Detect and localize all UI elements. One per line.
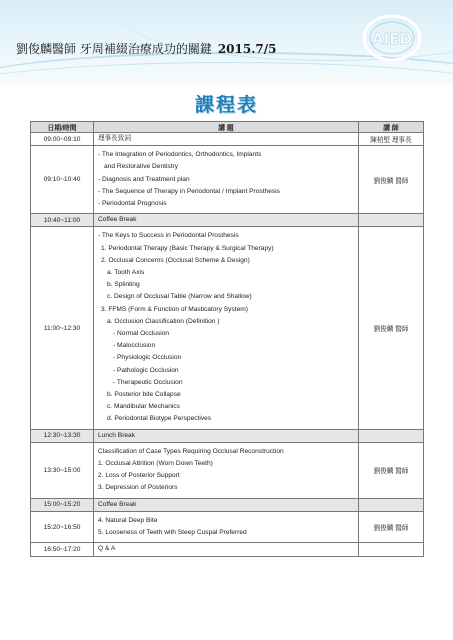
topic-line: - Pathologic Occlusion	[113, 366, 179, 374]
topic-line: - The Integration of Periodontics, Orthodontics, Implants	[98, 151, 262, 159]
topic-line: 1. Periodontal Therapy (Basic Therapy & Surgical Therapy)	[101, 244, 274, 252]
table-row	[31, 227, 424, 429]
logo-text: AIED	[372, 30, 412, 48]
topic-cell	[94, 227, 359, 429]
topic-line: a. Occlusion Classification (Definition )	[107, 317, 220, 325]
topic-line: c. Mandibular Mechanics	[107, 403, 180, 411]
speaker-cell: 劉俊麟 醫師	[359, 227, 424, 429]
table-row	[31, 146, 424, 214]
topic-line: d. Periodontal Biotype Perspectives	[107, 415, 212, 423]
course-title	[16, 40, 277, 57]
table-row	[31, 442, 424, 498]
topic-cell	[94, 511, 359, 542]
break-row	[31, 214, 424, 227]
topic-line: b. Posterior bite Collapse	[107, 391, 181, 399]
topic-line: - The Keys to Success in Periodontal Prosthesis	[98, 232, 239, 240]
time-cell: 09:00~09:10	[31, 133, 94, 146]
topic-line: - The Sequence of Therapy in Periodontal / Implant Prosthesis	[98, 187, 280, 195]
table-row	[31, 133, 424, 146]
course-title-text: 劉俊麟醫師 牙周補綴治療成功的關鍵	[16, 42, 212, 56]
topic-cell	[94, 498, 359, 511]
topic-line: 理事長致詞	[98, 135, 131, 142]
speaker-cell	[359, 429, 424, 442]
topic-line: - Normal Occlusion	[113, 330, 170, 338]
topic-line: - Therapeutic Occlusion	[113, 378, 183, 386]
topic-cell	[94, 429, 359, 442]
time-cell: 15:00~15:20	[31, 498, 94, 511]
topic-line: - Periodontal Prognosis	[98, 200, 167, 208]
topic-line: c. Design of Occlusal Table (Narrow and Shallow)	[107, 293, 252, 301]
time-cell: 10:40~11:00	[31, 214, 94, 227]
topic-line: b. Splinting	[107, 281, 140, 289]
topic-line: Q & A	[98, 545, 116, 553]
page-heading: 課程表	[194, 94, 258, 116]
topic-line: Coffee Break	[98, 216, 137, 224]
table-row	[31, 543, 424, 556]
speaker-cell: 劉俊麟 醫師	[359, 146, 424, 214]
speaker-cell: 劉俊麟 醫師	[359, 442, 424, 498]
topic-cell	[94, 543, 359, 556]
col-header-speaker: 講 師	[359, 122, 424, 133]
col-header-time: 日期/時間	[31, 122, 94, 133]
speaker-cell	[359, 543, 424, 556]
break-row	[31, 429, 424, 442]
table-header-row	[31, 122, 424, 133]
topic-line: 1. Occlusal Attrition (Worn Down Teeth)	[98, 460, 213, 468]
schedule-body	[31, 133, 424, 557]
time-cell: 12:30~13:30	[31, 429, 94, 442]
topic-cell	[94, 442, 359, 498]
topic-line: 4. Natural Deep Bite	[98, 516, 158, 524]
topic-line: 3. Depression of Posteriors	[98, 484, 178, 492]
time-cell: 13:30~15:00	[31, 442, 94, 498]
speaker-cell	[359, 498, 424, 511]
schedule-table	[30, 121, 424, 557]
time-cell: 16:50~17:20	[31, 543, 94, 556]
topic-line: - Diagnosis and Treatment plan	[98, 175, 190, 183]
topic-cell	[94, 133, 359, 146]
time-cell: 09:10~10:40	[31, 146, 94, 214]
topic-line: Lunch Break	[98, 431, 136, 439]
topic-line: 5. Looseness of Teeth with Steep Cuspal Preferred	[98, 529, 247, 537]
topic-line: Coffee Break	[98, 500, 137, 508]
course-date: 2015.7/5	[217, 42, 277, 56]
speaker-cell	[359, 214, 424, 227]
speaker-cell: 劉俊麟 醫師	[359, 511, 424, 542]
topic-line: - Physiologic Occlusion	[113, 354, 182, 362]
break-row	[31, 498, 424, 511]
table-row	[31, 511, 424, 542]
col-header-topic: 講 題	[94, 122, 359, 133]
aied-logo	[360, 12, 424, 64]
header-banner	[0, 0, 453, 84]
time-cell: 15:20~16:50	[31, 511, 94, 542]
topic-line: 2. Loss of Posterior Support	[98, 472, 180, 480]
topic-line: 3. FFMS (Form & Function of Masticatory System)	[101, 305, 248, 313]
speaker-cell: 陳柏堅 理事長	[359, 133, 424, 146]
topic-line: and Restorative Dentistry	[104, 163, 179, 171]
topic-line: Classification of Case Types Requiring Occlusal Reconstruction	[98, 447, 284, 455]
topic-line: - Malocclusion	[113, 342, 156, 350]
topic-cell	[94, 146, 359, 214]
topic-cell	[94, 214, 359, 227]
topic-line: a. Tooth Axis	[107, 269, 145, 277]
topic-line: 2. Occlusal Concerns (Occlusal Scheme & Design)	[101, 256, 250, 264]
time-cell: 11:00~12:30	[31, 227, 94, 429]
